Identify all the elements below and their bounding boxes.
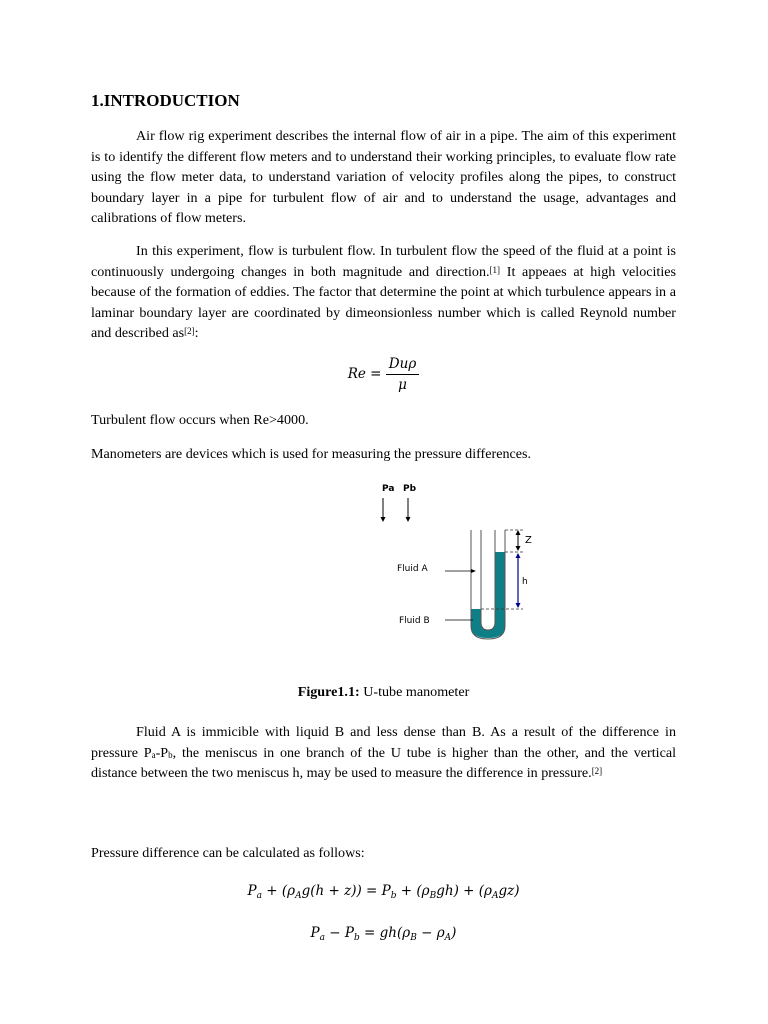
- eq2-rho-a-sub: A: [444, 933, 452, 943]
- label-pa: Pa: [382, 484, 395, 494]
- label-h: h: [522, 577, 528, 587]
- eq1-part-b: g(h + z)) = P: [301, 883, 391, 899]
- eq2-pa: P: [310, 925, 320, 941]
- manometer-dash: -P: [155, 744, 169, 761]
- eq1-rho-a2-sub: A: [491, 891, 499, 901]
- eq2-pb-sub: b: [354, 933, 360, 943]
- manometer-definition: Manometers are devices which is used for measuring the pressure differences.: [91, 446, 532, 462]
- eq1-part-a: + (ρ: [262, 883, 296, 899]
- reynolds-denominator: μ: [398, 377, 407, 393]
- citation-3: [2]: [591, 766, 603, 777]
- reynolds-fraction: [386, 356, 419, 393]
- pb-arrow-head: [406, 517, 411, 522]
- eq1-part-c: + (ρ: [396, 883, 430, 899]
- pa-arrow-head: [381, 517, 386, 522]
- h-arrow-head-down: [516, 603, 521, 608]
- citation-2: [2]: [184, 326, 195, 337]
- reynolds-numerator: Duρ: [386, 356, 419, 375]
- z-arrow-head-down: [516, 546, 521, 551]
- manometer-paragraph: [91, 722, 676, 784]
- intro-paragraph: Air flow rig experiment describes the internal flow of air in a pipe. The aim of this experiment is to identify the different flow meters and to understand their working principles, to evaluate flow rate using the flow meter data, to understand variation of velocity profiles along the pipes, to construct boundary layer in a pipe for turbulent flow of air and to understand the usage, advantages and calibrations of flow meters.: [91, 128, 676, 227]
- reynolds-lhs: Re =: [347, 366, 382, 382]
- eq1-pb-sub: b: [390, 891, 397, 901]
- caption-text: U-tube manometer: [359, 684, 470, 700]
- turbulent-text-a: In this experiment, flow is turbulent flow. In turbulent flow the speed of the fluid at a point is continuously undergoing changes in both magnitude and direction.: [91, 243, 676, 280]
- eq1-part-e: gz): [498, 883, 520, 899]
- turbulent-paragraph: [91, 241, 676, 344]
- label-fluid-b: Fluid B: [399, 616, 430, 626]
- label-pb: Pb: [403, 484, 417, 494]
- eq2-part-b: = gh(ρ: [359, 925, 411, 941]
- eq2-pa-sub: a: [319, 933, 326, 943]
- pressure-equation-2: [91, 925, 676, 941]
- h-arrow-head-up: [516, 553, 521, 558]
- fluid-b-body: [471, 552, 505, 638]
- turbulent-text-b: It appeaes at high velocities because of the formation of eddies. The factor that determine the point at which turbulence appears in a laminar boundary layer are coordinated by dimeonsionless number which is called Reynold number and described as: [91, 263, 677, 342]
- label-z: Z: [525, 535, 532, 546]
- eq2-rho-b-sub: B: [410, 933, 417, 943]
- eq2-part-a: − P: [325, 925, 354, 941]
- turbulent-condition: Turbulent flow occurs when Re>4000.: [91, 412, 309, 428]
- reynolds-equation: [91, 356, 676, 393]
- pressure-difference-intro: Pressure difference can be calculated as follows:: [91, 845, 365, 861]
- manometer-text-b: , the meniscus in one branch of the U tube is higher than the other, and the vertical distance between the two meniscus h, may be used to measure the difference in pressure.: [91, 744, 676, 782]
- section-heading: 1.INTRODUCTION: [91, 91, 240, 110]
- citation-1: [1]: [489, 264, 501, 275]
- eq2-part-c: − ρ: [416, 925, 445, 941]
- label-fluid-a: Fluid A: [397, 564, 428, 574]
- eq1-pa-sub: a: [256, 891, 262, 901]
- eq1-rho-a-sub: A: [295, 891, 302, 901]
- eq1-rho-b-sub: B: [429, 891, 437, 901]
- eq2-part-d: ): [451, 925, 457, 941]
- subscript-b: b: [168, 749, 173, 760]
- eq1-part-d: gh) + (ρ: [436, 883, 492, 899]
- caption-label: Figure1.1:: [297, 684, 360, 700]
- eq1-pa: P: [247, 883, 257, 899]
- u-tube-manometer-figure: [382, 478, 551, 648]
- manometer-text-a: Fluid A is immicible with liquid B and less dense than B. As a result of the difference in pressure P: [91, 724, 676, 761]
- fluid-a-leader-head: [471, 569, 476, 573]
- figure-caption: [91, 684, 676, 701]
- tube-inner-wall: [481, 530, 495, 630]
- z-arrow-head-up: [516, 530, 521, 535]
- pressure-equation-1: [91, 883, 676, 899]
- turbulent-text-c: :: [194, 325, 199, 342]
- subscript-a: a: [151, 749, 156, 760]
